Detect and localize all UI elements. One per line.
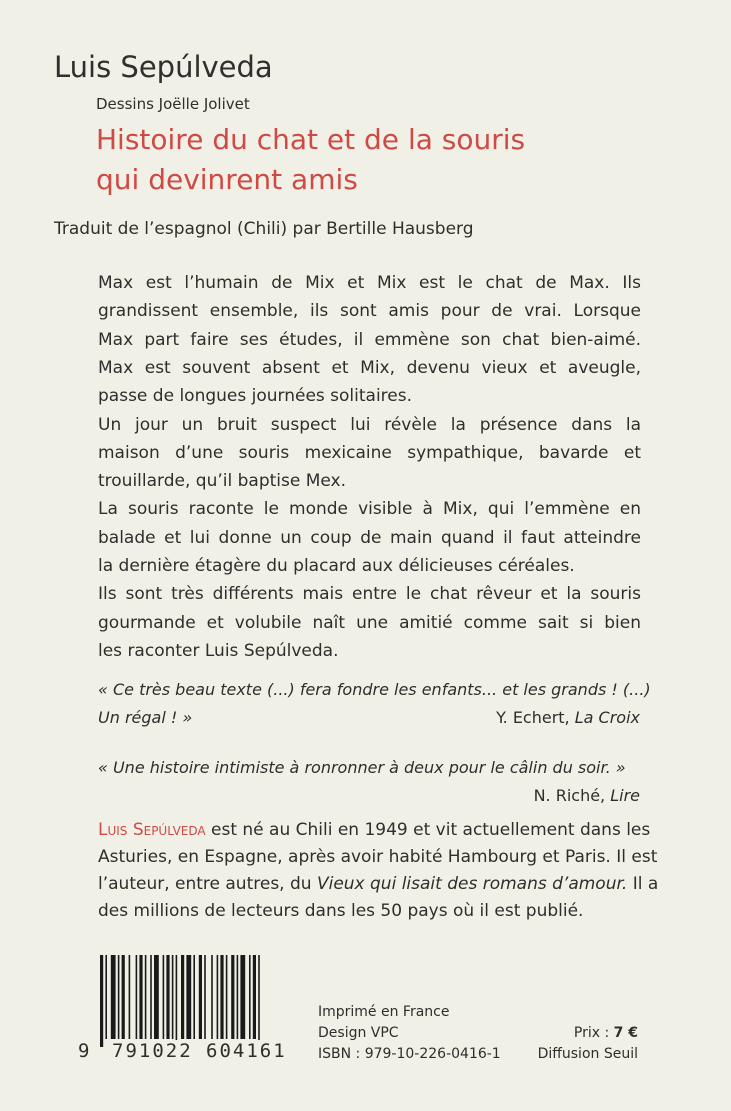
illustrator-credit: Dessins Joëlle Jolivet	[96, 95, 250, 113]
author-name: Luis Sepúlveda	[54, 50, 273, 84]
summary-line: passe de longues journées solitaires.	[98, 386, 413, 407]
summary-line: maison d’une souris mexicaine sympathique, bavarde et	[98, 442, 641, 463]
barcode-bar	[253, 955, 256, 1039]
quote-publication: La Croix	[574, 708, 640, 727]
barcode-bar	[111, 955, 116, 1039]
summary-line: trouillarde, qu’il baptise Mex.	[98, 471, 347, 492]
title-line: qui devinrent amis	[96, 163, 358, 196]
bio-line: des millions de lecteurs dans les 50 pays où il est publié.	[98, 901, 584, 921]
summary-line: Max part faire ses études, il emmène son chat bien-aimé.	[98, 329, 641, 350]
barcode-bar	[249, 955, 251, 1039]
price-value: 7 €	[613, 1025, 638, 1041]
bio-line	[98, 873, 659, 895]
summary-line: balade et lui donne un coup de main quand il faut atteindre	[98, 527, 641, 548]
summary-line: La souris raconte le monde visible à Mix, qui l’emmène en	[98, 499, 641, 520]
quote-author: N. Riché,	[533, 786, 611, 805]
barcode-bar	[139, 955, 142, 1039]
bio-text: l’auteur, entre autres, du	[98, 874, 317, 894]
quote-1-line: Un régal ! »	[98, 708, 193, 727]
printed-in: Imprimé en France	[318, 1004, 450, 1020]
barcode-bar	[122, 955, 125, 1039]
barcode-digits-right: 604161	[206, 1040, 287, 1062]
quote-1-source	[496, 707, 640, 729]
barcode	[98, 955, 298, 1047]
barcode-bar	[231, 955, 234, 1039]
barcode-bar	[154, 955, 159, 1039]
barcode-bar	[220, 955, 223, 1039]
summary-line: grandissent ensemble, ils sont amis pour de vrai. Lorsque	[98, 301, 641, 322]
quote-author: Y. Echert,	[496, 708, 575, 727]
quote-1-line: « Ce très beau texte (...) fera fondre les enfants... et les grands ! (...)	[98, 680, 651, 699]
barcode-bar	[105, 955, 107, 1039]
barcode-bar	[217, 955, 219, 1039]
barcode-bar	[163, 955, 165, 1039]
barcode-digit-first: 9	[78, 1040, 92, 1062]
barcode-bar	[237, 955, 239, 1039]
barcode-bar	[186, 955, 191, 1039]
price-label: Prix :	[573, 1025, 614, 1041]
barcode-bar	[258, 955, 260, 1047]
bio-book-title: Vieux qui lisait des romans d’amour.	[316, 874, 628, 894]
quote-publication: Lire	[610, 786, 640, 805]
barcode-bar	[136, 955, 138, 1039]
design-credit: Design VPC	[318, 1025, 399, 1041]
barcode-bar	[211, 955, 213, 1039]
barcode-bar	[150, 955, 152, 1039]
quote-2-source	[534, 785, 640, 807]
price	[574, 1023, 638, 1044]
barcode-bar	[226, 955, 228, 1039]
summary-line: Ils sont très différents mais entre le chat rêveur et la souris	[98, 584, 641, 605]
quote-2-line: « Une histoire intimiste à ronronner à deux pour le câlin du soir. »	[98, 758, 626, 777]
barcode-bar	[193, 955, 195, 1039]
distribution: Diffusion Seuil	[537, 1046, 638, 1062]
bio-text: Il a	[627, 874, 659, 894]
barcode-bar	[172, 955, 174, 1039]
summary-line: Un jour un bruit suspect lui révèle la présence dans la	[98, 414, 641, 435]
barcode-bar	[100, 955, 103, 1047]
barcode-bar	[240, 955, 245, 1039]
isbn: ISBN : 979-10-226-0416-1	[318, 1046, 501, 1062]
book-title	[96, 120, 525, 200]
summary-line: Max est l’humain de Mix et Mix est le chat de Max. Ils	[98, 273, 641, 293]
summary-line: Max est souvent absent et Mix, devenu vieux et aveugle,	[98, 357, 641, 378]
translation-credit: Traduit de l’espagnol (Chili) par Bertille Hausberg	[54, 219, 474, 239]
barcode-bar	[181, 955, 184, 1039]
bio-line: Asturies, en Espagne, après avoir habité Hambourg et Paris. Il est	[98, 847, 658, 867]
barcode-bar	[176, 955, 178, 1047]
bio-text: est né au Chili en 1949 et vit actuellement dans les	[205, 820, 651, 840]
barcode-bar	[145, 955, 147, 1039]
barcode-bar	[118, 955, 120, 1039]
barcode-digits-left: 791022	[112, 1040, 193, 1062]
barcode-bar	[204, 955, 206, 1039]
summary-line: les raconter Luis Sepúlveda.	[98, 640, 339, 661]
summary-line: la dernière étagère du placard aux délicieuses céréales.	[98, 556, 575, 576]
bio-line	[98, 819, 651, 841]
bio-author-name: Luis Sepúlveda	[98, 820, 206, 840]
barcode-bar	[199, 955, 202, 1039]
barcode-bar	[166, 955, 169, 1039]
barcode-bar	[129, 955, 131, 1039]
summary-line: gourmande et volubile naît une amitié comme sait si bien	[98, 612, 641, 633]
title-line: Histoire du chat et de la souris	[96, 123, 526, 156]
